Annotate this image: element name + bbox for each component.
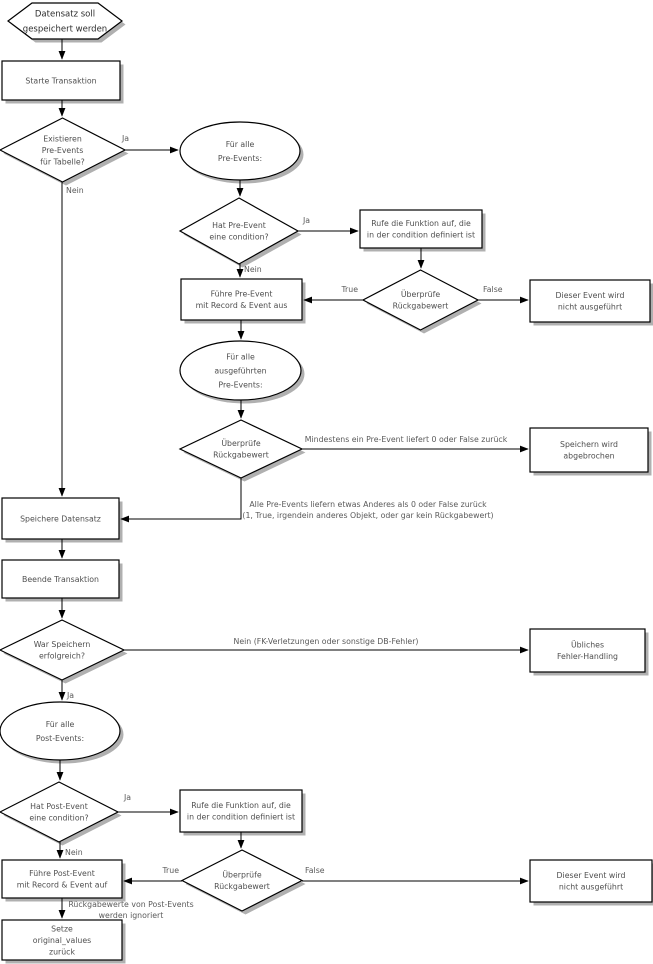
rufe-funktion-post-step-line-1: in der condition definiert ist — [186, 812, 296, 822]
fuehre-post-event-step-line-0: Führe Post-Event — [29, 869, 95, 879]
edge-label: False — [483, 285, 503, 294]
ueberpruefe-rueckgabewert-pre-decision-line-0: Überprüfe — [400, 290, 441, 300]
hat-post-event-condition-decision — [0, 782, 118, 842]
existieren-pre-events-decision-label — [40, 134, 85, 166]
rufe-funktion-post-step — [180, 790, 302, 832]
speichern-wird-abgebrochen-step-line-1: abgebrochen — [563, 451, 615, 461]
rufe-funktion-post-step-line-0: Rufe die Funktion auf, die — [191, 801, 291, 811]
edge-label: werden ignoriert — [98, 911, 164, 920]
war-speichern-erfolgreich-decision-line-1: erfolgreich? — [39, 651, 85, 661]
event-nicht-ausgefuehrt-post-step — [530, 860, 652, 902]
edge-label: Ja — [303, 216, 311, 225]
fuer-alle-post-events-loop-line-0: Für alle — [45, 719, 75, 729]
war-speichern-erfolgreich-decision — [0, 620, 124, 680]
event-nicht-ausgefuehrt-pre-step-line-0: Dieser Event wird — [555, 291, 625, 301]
speichern-wird-abgebrochen-step-line-0: Speichern wird — [560, 440, 618, 450]
starte-transaktion-step-line-0: Starte Transaktion — [25, 76, 97, 86]
edge-label: Ja — [122, 134, 130, 143]
ueberpruefe-rueckgabewert-alle-decision-line-0: Überprüfe — [221, 439, 261, 449]
ueberpruefe-rueckgabewert-post-decision-line-1: Rückgabewert — [214, 882, 270, 892]
starte-transaktion-step-label — [25, 76, 96, 85]
edge-label: Nein (FK-Verletzungen oder sonstige DB-Fehler) — [233, 637, 419, 646]
event-nicht-ausgefuehrt-pre-step-line-1: nicht ausgeführt — [557, 302, 623, 312]
rufe-funktion-pre-step-line-0: Rufe die Funktion auf, die — [371, 219, 471, 229]
event-nicht-ausgefuehrt-post-step-line-0: Dieser Event wird — [556, 871, 626, 881]
existieren-pre-events-decision-line-1: Pre-Events — [41, 145, 84, 155]
ueberpruefe-rueckgabewert-alle-decision — [180, 420, 302, 478]
fuehre-post-event-step-line-1: mit Record & Event auf — [16, 880, 108, 890]
uebliches-fehler-handling-step-line-0: Übliches — [570, 640, 605, 650]
beende-transaktion-step-line-0: Beende Transaktion — [22, 574, 99, 584]
setze-original-values-step-line-1: original_values — [32, 935, 92, 945]
ueberpruefe-rueckgabewert-post-decision — [182, 850, 302, 911]
rufe-funktion-pre-step-line-1: in der condition definiert ist — [366, 230, 476, 240]
edge-label: True — [341, 285, 358, 294]
arrow-ueberpruefe-alle-to-speichere-datensatz — [121, 478, 241, 519]
ueberpruefe-rueckgabewert-post-decision-line-0: Überprüfe — [222, 870, 262, 880]
hat-post-event-condition-decision-line-1: eine condition? — [29, 813, 89, 823]
start-terminator-hexagon-line-1: gespeichert werden — [22, 24, 108, 35]
existieren-pre-events-decision-line-2: für Tabelle? — [40, 157, 85, 167]
rufe-funktion-pre-step — [360, 210, 482, 248]
edge-label: (1, True, irgendein anderes Objekt, oder gar kein Rückgabewert) — [242, 511, 494, 520]
fuer-alle-pre-events-loop-line-1: Pre-Events: — [217, 153, 263, 163]
fuer-alle-ausgefuehrten-pre-events-loop-line-1: ausgeführten — [214, 366, 267, 376]
edge-label: Nein — [244, 265, 262, 274]
start-terminator-hexagon-line-0: Datensatz soll — [34, 9, 96, 20]
setze-original-values-step-line-2: zurück — [49, 947, 75, 957]
event-nicht-ausgefuehrt-post-step-line-1: nicht ausgeführt — [558, 882, 624, 892]
ueberpruefe-rueckgabewert-pre-decision-line-1: Rückgabewert — [392, 301, 449, 311]
fuer-alle-pre-events-loop — [180, 122, 300, 180]
edge-label: Mindestens ein Pre-Event liefert 0 oder False zurück — [304, 435, 508, 444]
fuer-alle-ausgefuehrten-pre-events-loop-line-2: Pre-Events: — [218, 380, 263, 390]
setze-original-values-step-line-0: Setze — [51, 924, 73, 934]
edge-label: True — [162, 866, 179, 875]
hat-post-event-condition-decision-line-0: Hat Post-Event — [30, 802, 88, 812]
edge-label: Rückgabewerte von Post-Events — [68, 900, 194, 909]
fuehre-pre-event-step-line-0: Führe Pre-Event — [210, 289, 273, 299]
ueberpruefe-rueckgabewert-pre-decision — [363, 270, 478, 330]
edge-label: Ja — [67, 691, 75, 700]
edge-label: Alle Pre-Events liefern etwas Anderes als 0 oder False zurück — [249, 500, 487, 509]
speichere-datensatz-step-label — [20, 514, 101, 523]
fuer-alle-post-events-loop — [0, 702, 120, 760]
existieren-pre-events-decision-line-0: Existieren — [43, 134, 82, 144]
hat-pre-event-condition-decision-line-1: eine condition? — [209, 232, 269, 242]
fuer-alle-pre-events-loop-line-0: Für alle — [225, 139, 255, 149]
war-speichern-erfolgreich-decision-line-0: War Speichern — [33, 640, 91, 650]
speichern-wird-abgebrochen-step — [530, 428, 648, 472]
fuehre-post-event-step — [2, 860, 122, 898]
hat-pre-event-condition-decision-line-0: Hat Pre-Event — [212, 221, 266, 231]
event-nicht-ausgefuehrt-pre-step — [530, 280, 650, 322]
ueberpruefe-rueckgabewert-alle-decision-line-1: Rückgabewert — [213, 450, 269, 460]
fuer-alle-post-events-loop-line-1: Post-Events: — [35, 733, 85, 743]
edge-label: Nein — [66, 186, 84, 195]
fuer-alle-ausgefuehrten-pre-events-loop-line-0: Für alle — [226, 352, 255, 362]
fuehre-pre-event-step-line-1: mit Record & Event aus — [195, 301, 288, 311]
speichere-datensatz-step-line-0: Speichere Datensatz — [20, 514, 101, 524]
edge-label: False — [305, 866, 325, 875]
edge-label: Nein — [65, 848, 83, 857]
beende-transaktion-step-label — [22, 575, 99, 584]
fuehre-pre-event-step — [181, 279, 302, 320]
uebliches-fehler-handling-step — [530, 629, 645, 672]
uebliches-fehler-handling-step-line-1: Fehler-Handling — [556, 652, 619, 662]
edge-label: Ja — [124, 793, 132, 802]
hat-pre-event-condition-decision — [180, 198, 298, 264]
